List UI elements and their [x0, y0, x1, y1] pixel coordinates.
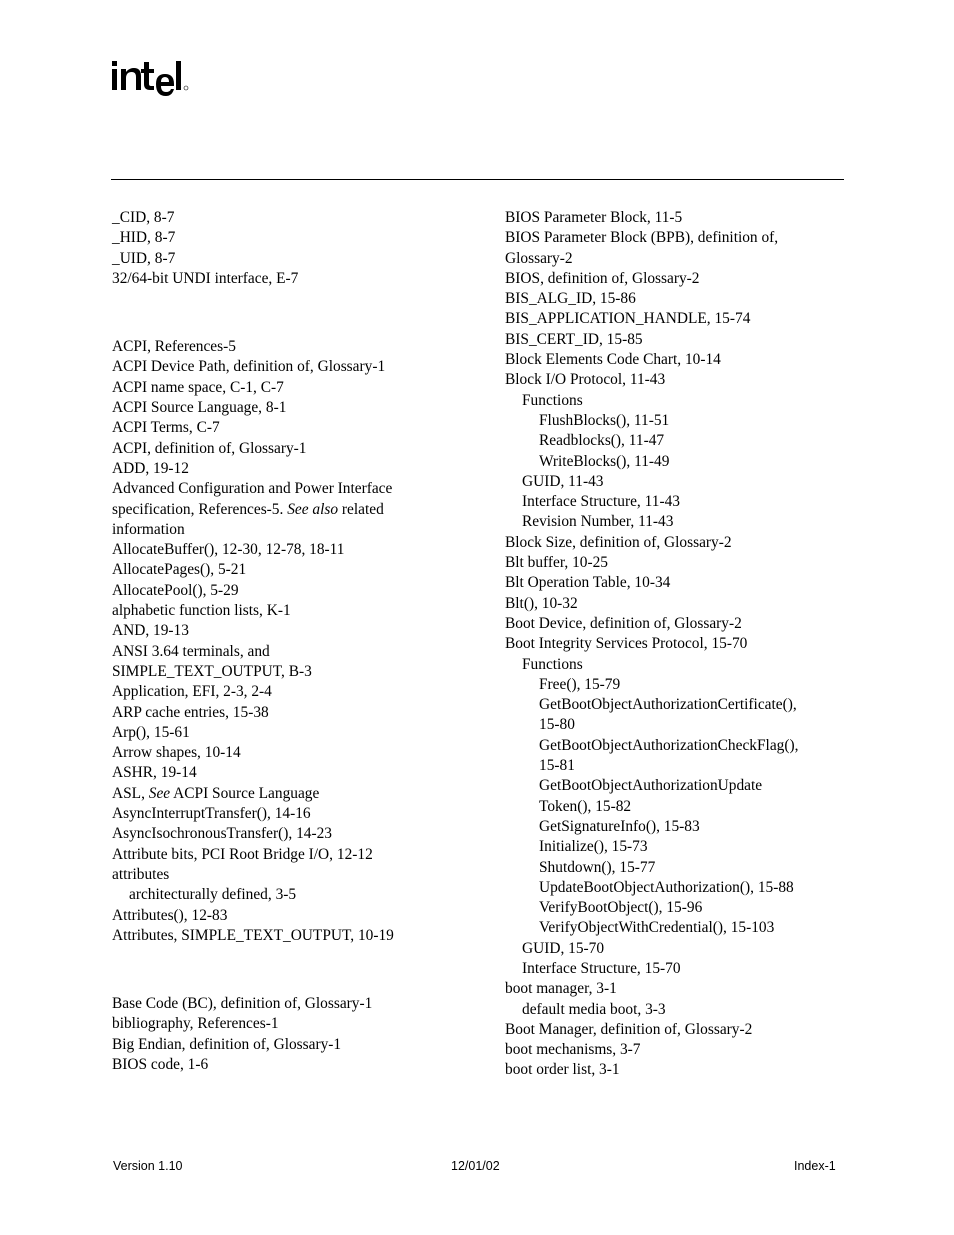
entry-text: Attributes, SIMPLE_TEXT_OUTPUT, 10-19	[112, 926, 394, 944]
index-entry	[112, 459, 492, 479]
index-entry	[505, 898, 850, 918]
index-entry	[112, 418, 492, 438]
index-entry	[112, 378, 492, 398]
entry-text: BIOS, definition of, Glossary-2	[505, 269, 700, 287]
index-entry	[505, 1000, 850, 1020]
index-entry	[505, 269, 850, 289]
entry-text: Base Code (BC), definition of, Glossary-1	[112, 995, 373, 1013]
index-entry	[505, 1020, 850, 1040]
index-entry	[112, 763, 492, 783]
index-entry	[505, 776, 850, 817]
intel-logo-icon	[110, 58, 190, 104]
entry-text: boot order list, 3-1	[505, 1061, 620, 1079]
entry-text: alphabetic function lists, K-1	[112, 602, 291, 620]
index-entry	[505, 553, 850, 573]
entry-text: Boot Device, definition of, Glossary-2	[505, 614, 742, 632]
entry-text: Attributes(), 12-83	[112, 906, 228, 924]
index-entry	[505, 675, 850, 695]
index-entry	[505, 512, 850, 532]
entry-text: AllocatePool(), 5-29	[112, 581, 239, 599]
see-reference: See also	[287, 500, 339, 518]
entry-text: ACPI Terms, C-7	[112, 419, 220, 437]
entry-text: Arrow shapes, 10-14	[112, 744, 241, 762]
entry-text: Block I/O Protocol, 11-43	[505, 371, 666, 389]
section-gap	[112, 289, 492, 337]
entry-text: GetBootObjectAuthorizationCheckFlag(),	[539, 736, 799, 754]
index-entry	[505, 370, 850, 390]
index-entry	[112, 723, 492, 743]
entry-text: information	[112, 520, 185, 538]
index-entry	[112, 269, 492, 289]
entry-text: BIS_ALG_ID, 15-86	[505, 290, 636, 308]
entry-text: _CID, 8-7	[112, 209, 175, 226]
index-entry	[112, 1035, 492, 1055]
index-entry	[505, 959, 850, 979]
entry-text: Block Size, definition of, Glossary-2	[505, 533, 732, 551]
entry-text: Big Endian, definition of, Glossary-1	[112, 1035, 342, 1053]
entry-text: ACPI Source Language	[170, 784, 320, 802]
index-entry	[505, 695, 850, 736]
entry-continuation: SIMPLE_TEXT_OUTPUT, B-3	[112, 662, 312, 680]
index-entry	[112, 479, 492, 540]
index-entry	[505, 939, 850, 959]
index-entry	[505, 1040, 850, 1060]
entry-text: AllocateBuffer(), 12-30, 12-78, 18-11	[112, 541, 345, 559]
index-entry	[505, 736, 850, 777]
index-entry	[505, 330, 850, 350]
entry-text: related	[338, 500, 384, 518]
entry-continuation: 15-81	[539, 757, 575, 775]
entry-text: specification, References-5.	[112, 500, 288, 518]
index-entry	[112, 1014, 492, 1034]
entry-text: _HID, 8-7	[112, 229, 176, 247]
header-rule	[111, 179, 844, 180]
index-entry	[505, 350, 850, 370]
entry-text: 32/64-bit UNDI interface, E-7	[112, 269, 299, 287]
entry-text: BIOS Parameter Block (BPB), definition of,	[505, 229, 779, 247]
entry-text: Initialize(), 15-73	[539, 838, 648, 856]
section-gap	[112, 946, 492, 994]
entry-text: AsyncInterruptTransfer(), 14-16	[112, 805, 311, 823]
entry-text: attributes	[112, 865, 170, 883]
entry-text: Attribute bits, PCI Root Bridge I/O, 12-12	[112, 845, 373, 863]
index-entry	[505, 655, 850, 675]
entry-text: ADD, 19-12	[112, 459, 189, 477]
entry-text: AsyncIsochronousTransfer(), 14-23	[112, 825, 332, 843]
entry-text: _UID, 8-7	[112, 249, 176, 267]
entry-text: default media boot, 3-3	[522, 1000, 666, 1018]
index-entry	[505, 634, 850, 654]
entry-continuation	[112, 500, 492, 520]
see-reference: See	[148, 784, 171, 802]
entry-text: AND, 19-13	[112, 622, 189, 640]
index-entry	[505, 817, 850, 837]
entry-text: GUID, 15-70	[522, 939, 605, 957]
index-entry	[112, 845, 492, 865]
entry-text: Readblocks(), 11-47	[539, 432, 665, 450]
footer-date: 12/01/02	[451, 1159, 500, 1173]
footer-page-number: Index-1	[794, 1159, 836, 1173]
entry-text: Functions	[522, 391, 583, 409]
entry-text: Free(), 15-79	[539, 675, 621, 693]
index-entry	[112, 439, 492, 459]
entry-text: BIOS code, 1-6	[112, 1055, 209, 1073]
index-entry	[505, 573, 850, 593]
index-entry	[112, 906, 492, 926]
index-entry	[112, 784, 492, 804]
index-entry	[112, 994, 492, 1014]
index-column-right	[505, 208, 850, 1081]
index-column-left	[112, 208, 492, 1075]
entry-text: ACPI name space, C-1, C-7	[112, 378, 284, 396]
index-entry	[112, 581, 492, 601]
index-entry	[505, 309, 850, 329]
entry-text: Shutdown(), 15-77	[539, 858, 656, 876]
entry-text: ACPI, References-5	[112, 338, 236, 356]
index-entry	[112, 682, 492, 702]
entry-text: VerifyObjectWithCredential(), 15-103	[539, 919, 775, 937]
index-entry	[112, 743, 492, 763]
entry-text: ANSI 3.64 terminals, and	[112, 642, 270, 660]
footer-version: Version 1.10	[113, 1159, 183, 1173]
index-entry	[505, 472, 850, 492]
entry-text: GetBootObjectAuthorizationUpdate	[539, 777, 763, 795]
index-entry	[505, 1060, 850, 1080]
index-entry	[112, 703, 492, 723]
index-entry	[112, 398, 492, 418]
index-entry	[112, 540, 492, 560]
entry-text: architecturally defined, 3-5	[129, 886, 297, 904]
entry-text: bibliography, References-1	[112, 1015, 279, 1033]
index-entry	[505, 918, 850, 938]
index-entry	[112, 885, 492, 905]
entry-text: GetBootObjectAuthorizationCertificate(),	[539, 696, 797, 714]
index-entry	[112, 357, 492, 377]
index-entry	[112, 1055, 492, 1075]
index-entry	[112, 208, 492, 228]
entry-text: Advanced Configuration and Power Interface	[112, 480, 393, 498]
index-entry	[112, 621, 492, 641]
index-entry	[112, 804, 492, 824]
entry-text: Blt(), 10-32	[505, 594, 578, 612]
index-entry	[112, 560, 492, 580]
entry-text: Functions	[522, 655, 583, 673]
entry-text: BIS_CERT_ID, 15-85	[505, 330, 643, 348]
index-entry	[505, 391, 850, 411]
entry-text: Blt buffer, 10-25	[505, 554, 608, 572]
index-entry	[505, 594, 850, 614]
entry-continuation: Glossary-2	[505, 249, 573, 267]
index-entry	[112, 249, 492, 269]
entry-text: Interface Structure, 11-43	[522, 493, 680, 511]
index-entry	[112, 865, 492, 885]
entry-text: ACPI Source Language, 8-1	[112, 399, 287, 417]
entry-text: ACPI Device Path, definition of, Glossary-1	[112, 358, 386, 376]
index-entry	[112, 228, 492, 248]
entry-text: ARP cache entries, 15-38	[112, 703, 269, 721]
index-entry	[505, 228, 850, 269]
index-entry	[112, 926, 492, 946]
entry-text: Boot Manager, definition of, Glossary-2	[505, 1020, 753, 1038]
entry-text: Boot Integrity Services Protocol, 15-70	[505, 635, 748, 653]
entry-text: VerifyBootObject(), 15-96	[539, 899, 703, 917]
entry-text: Revision Number, 11-43	[522, 513, 674, 531]
index-entry	[505, 979, 850, 999]
entry-text: FlushBlocks(), 11-51	[539, 411, 670, 429]
index-entry	[505, 614, 850, 634]
index-entry	[112, 642, 492, 683]
entry-text: BIS_APPLICATION_HANDLE, 15-74	[505, 310, 751, 328]
entry-text: ACPI, definition of, Glossary-1	[112, 439, 307, 457]
entry-text: boot manager, 3-1	[505, 980, 617, 998]
entry-text: GUID, 11-43	[522, 472, 604, 490]
entry-text: WriteBlocks(), 11-49	[539, 452, 670, 470]
entry-continuation: Token(), 15-82	[539, 797, 632, 815]
index-entry	[112, 337, 492, 357]
index-entry	[505, 411, 850, 431]
entry-text: Application, EFI, 2-3, 2-4	[112, 683, 272, 701]
entry-continuation: 15-80	[539, 716, 575, 734]
index-entry	[112, 824, 492, 844]
entry-text: boot mechanisms, 3-7	[505, 1041, 641, 1059]
index-entry	[505, 289, 850, 309]
index-entry	[505, 878, 850, 898]
index-entry	[505, 208, 850, 228]
index-entry	[112, 601, 492, 621]
entry-text: Interface Structure, 15-70	[522, 959, 681, 977]
entry-text: Arp(), 15-61	[112, 723, 190, 741]
entry-text: GetSignatureInfo(), 15-83	[539, 817, 700, 835]
entry-text: BIOS Parameter Block, 11-5	[505, 209, 683, 226]
index-entry	[505, 533, 850, 553]
entry-text: AllocatePages(), 5-21	[112, 561, 247, 579]
index-entry	[505, 431, 850, 451]
entry-text: UpdateBootObjectAuthorization(), 15-88	[539, 878, 794, 896]
entry-text: ASHR, 19-14	[112, 764, 197, 782]
index-entry	[505, 837, 850, 857]
entry-text: Block Elements Code Chart, 10-14	[505, 351, 721, 369]
index-entry	[505, 492, 850, 512]
entry-continuation	[112, 520, 492, 540]
index-entry	[505, 858, 850, 878]
entry-text: ASL,	[112, 784, 149, 802]
index-entry	[505, 452, 850, 472]
entry-text: Blt Operation Table, 10-34	[505, 574, 671, 592]
